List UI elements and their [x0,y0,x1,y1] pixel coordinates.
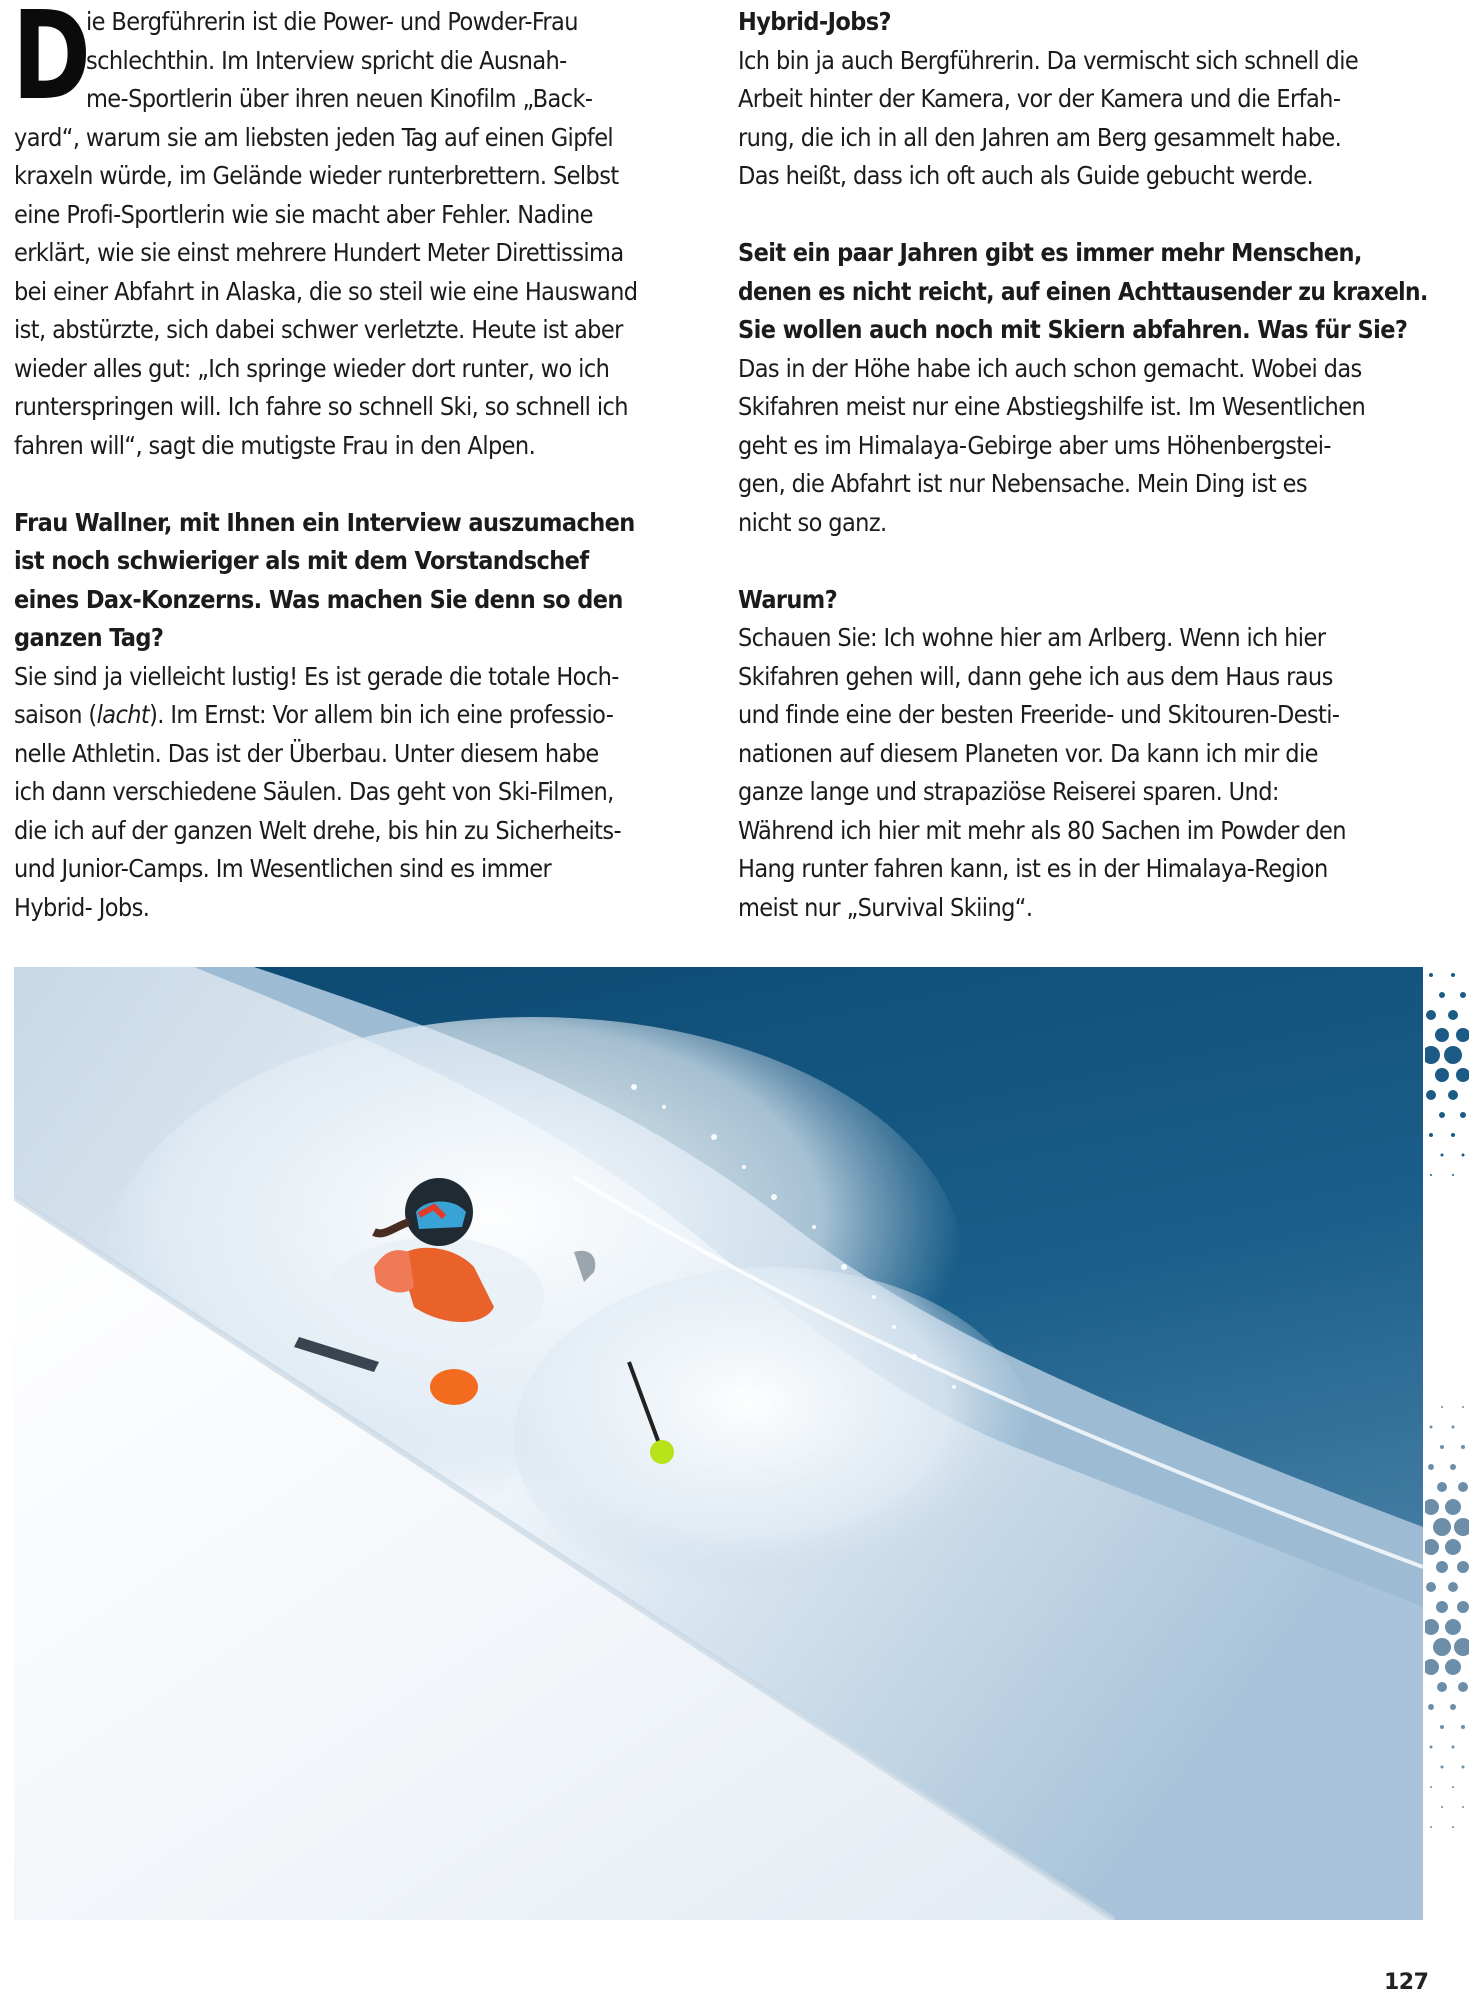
interview-answer-line: Schauen Sie: Ich wohne hier am Arlberg. Wenn ich hier [738,623,1326,652]
interview-question-line: Seit ein paar Jahren gibt es immer mehr Menschen, [738,238,1362,267]
intro-line: erklärt, wie sie einst mehrere Hundert Meter Direttissima [14,238,624,267]
interview-answer-line: und finde eine der besten Freeride- und Skitouren-Desti- [738,700,1340,729]
interview-answer-line: Hang runter fahren kann, ist es in der Himalaya-Region [738,854,1328,883]
interview-answer-line: ich dann verschiedene Säulen. Das geht von Ski-Filmen, [14,777,614,806]
interview-answer-line: Das heißt, dass ich oft auch als Guide gebucht werde. [738,161,1314,190]
interview-answer-line: Während ich hier mit mehr als 80 Sachen im Powder den [738,815,1346,845]
photo-illustration [14,967,1423,1920]
interview-question-line: ganzen Tag? [14,623,164,652]
interview-answer-line: meist nur „Survival Skiing“. [738,892,1033,922]
interview-answer-line: gen, die Abfahrt ist nur Nebensache. Mein Ding ist es [738,469,1307,498]
interview-answer-line [14,696,704,735]
intro-line: eine Profi-Sportlerin wie sie macht aber Fehler. Nadine [14,199,593,229]
interview-answer-line: rung, die ich in all den Jahren am Berg gesammelt habe. [738,122,1342,152]
intro-line: runterspringen will. Ich fahre so schnell Ski, so schnell ich [14,392,628,421]
interview-answer-line: Skifahren gehen will, dann gehe ich aus dem Haus raus [738,661,1333,691]
intro-line: bei einer Abfahrt in Alaska, die so steil wie eine Hauswand [14,276,638,306]
interview-answer-line: und Junior-Camps. Im Wesentlichen sind es immer [14,854,552,883]
intro-line: ie Bergführerin ist die Power- und Powder-Frau [86,7,578,36]
interview-answer-line: nicht so ganz. [738,507,887,537]
interview-answer-line: Hybrid- Jobs. [14,892,150,922]
interview-question-line: Sie wollen auch noch mit Skiern abfahren. Was für Sie? [738,315,1408,344]
interview-answer-line: Skifahren meist nur eine Abstiegshilfe ist. Im Wesentlichen [738,392,1366,421]
paragraph-gap [738,542,1428,581]
interview-question-line: eines Dax-Konzerns. Was machen Sie denn so den [14,584,623,614]
interview-question-line: denen es nicht reicht, auf einen Achttausender zu kraxeln. [738,276,1428,306]
answer-text: ). Im Ernst: Vor allem bin ich eine professio- [149,700,614,729]
right-column [738,3,1428,927]
intro-line: me-Sportlerin über ihren neuen Kinofilm „Back- [86,84,593,113]
interview-answer-line: Ich bin ja auch Bergführerin. Da vermischt sich schnell die [738,45,1359,75]
left-column [12,0,704,927]
interview-answer-line: Arbeit hinter der Kamera, vor der Kamera und die Erfah- [738,84,1341,113]
answer-text: saison ( [14,700,97,729]
paragraph-gap [14,465,704,504]
interview-answer-line: nelle Athletin. Das ist der Überbau. Unter diesem habe [14,738,599,768]
intro-line: ist, abstürzte, sich dabei schwer verletzte. Heute ist aber [14,315,623,344]
interview-answer-line: die ich auf der ganzen Welt drehe, bis hin zu Sicherheits- [14,815,622,845]
intro-line: wieder alles gut: „Ich springe wieder dort runter, wo ich [14,353,610,383]
skier-powder-photo [14,967,1423,1920]
interview-question-line: Frau Wallner, mit Ihnen ein Interview auszumachen [14,507,635,537]
intro-line: fahren will“, sagt die mutigste Frau in den Alpen. [14,430,536,460]
interview-answer-line: geht es im Himalaya-Gebirge aber ums Höhenbergstei- [738,430,1331,460]
italic-aside: lacht [96,700,150,729]
intro-line: yard“, warum sie am liebsten jeden Tag auf einen Gipfel [14,122,614,152]
halftone-decoration [1425,967,1469,1920]
interview-answer-line: ganze lange und strapaziöse Reiserei sparen. Und: [738,777,1279,806]
interview-answer-line: Das in der Höhe habe ich auch schon gemacht. Wobei das [738,353,1362,383]
intro-line: kraxeln würde, im Gelände wieder runterbrettern. Selbst [14,161,619,190]
interview-answer-line: nationen auf diesem Planeten vor. Da kann ich mir die [738,738,1318,768]
paragraph-gap [738,196,1428,235]
drop-cap: D [12,0,91,127]
page-number: 127 [1384,1970,1429,1995]
interview-question-line: ist noch schwieriger als mit dem Vorstandschef [14,546,589,575]
interview-question-line: Warum? [738,584,838,614]
interview-question-line: Hybrid-Jobs? [738,7,891,36]
interview-answer-line: Sie sind ja vielleicht lustig! Es ist gerade die totale Hoch- [14,661,619,691]
intro-line: schlechthin. Im Interview spricht die Ausnah- [86,45,567,75]
